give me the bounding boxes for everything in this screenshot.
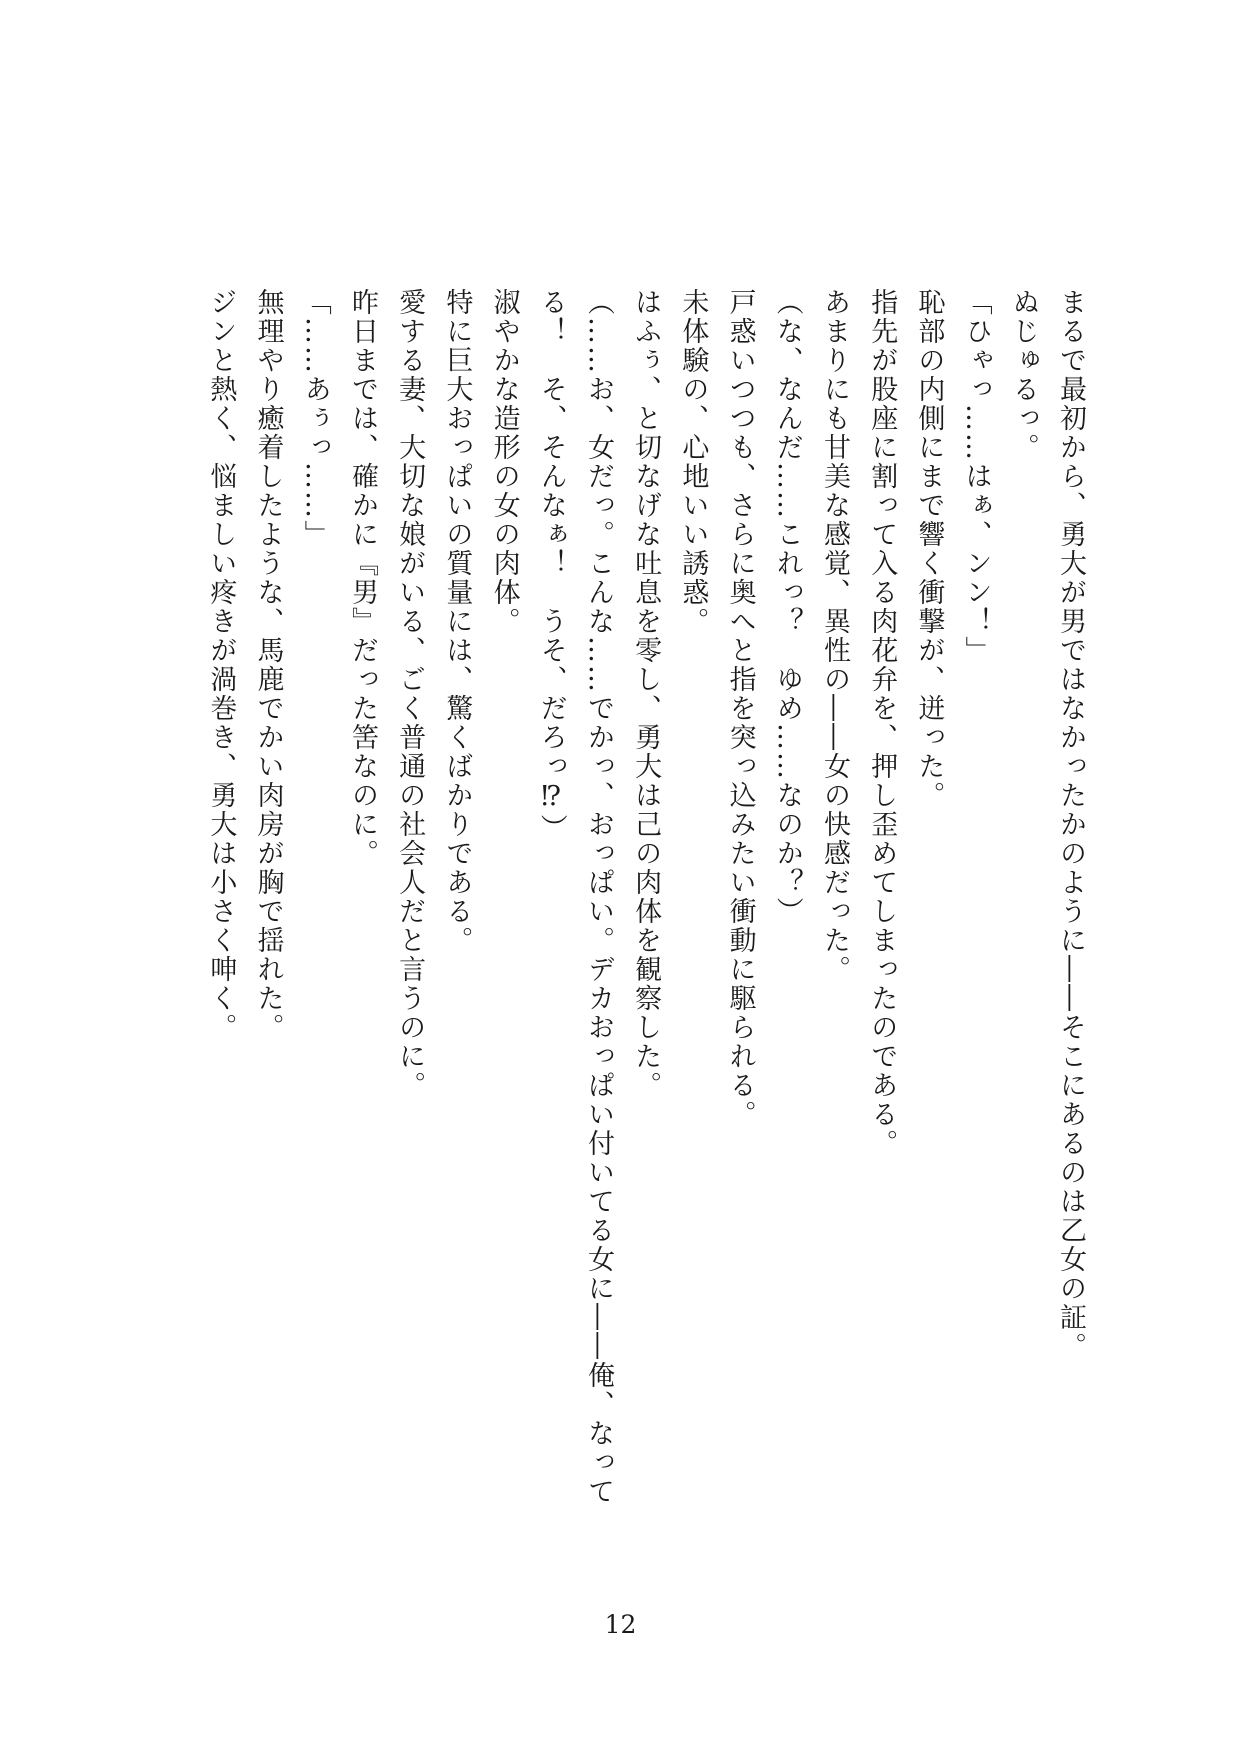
text-line: ジンと熱く、悩ましい疼きが渦巻き、勇大は小さく呻く。 [205, 288, 237, 1042]
text-line: 愛する妻、大切な娘がいる、ごく普通の社会人だと言うのに。 [394, 288, 426, 1100]
text-line: （な、なんだ……これっ？ ゆめ……なのか？） [771, 288, 803, 926]
text-line: ぬじゅるっ。 [1007, 288, 1039, 462]
text-line: 特に巨大おっぱいの質量には、驚くばかりである。 [441, 288, 473, 955]
text-line: （……お、女だっ。こんな……でかっ、おっぱい。デカおっぱい付いてる女に――俺、なってる！ そ、そんなぁ！ うそ、だろっ⁉） [535, 288, 614, 1506]
vertical-text-body [150, 288, 1094, 1533]
text-line: 戸惑いつつも、さらに奥へと指を突っ込みたい衝動に駆られる。 [724, 288, 756, 1129]
text-line: あまりにも甘美な感覚、異性の――女の快感だった。 [818, 288, 850, 984]
text-line: 「ひゃっ……はぁ、ンン！」 [960, 288, 992, 665]
text-line: はふぅ、と切なげな吐息を零し、勇大は己の肉体を観察した。 [630, 288, 662, 1100]
text-line: 昨日までは、確かに『男』だった筈なのに。 [346, 288, 378, 868]
text-line: まるで最初から、勇大が男ではなかったかのように――そこにあるのは乙女の証。 [1055, 288, 1086, 1361]
page-number: 12 [604, 1610, 637, 1639]
text-line: 指先が股座に割って入る肉花弁を、押し歪めてしまったのである。 [866, 288, 898, 1158]
text-line: 「……あぅっ……」 [299, 288, 331, 549]
text-line: 無理やり癒着したような、馬鹿でかい肉房が胸で揺れた。 [252, 288, 284, 1042]
text-line: 淑やかな造形の女の肉体。 [488, 288, 520, 636]
text-line: 未体験の、心地いい誘惑。 [677, 288, 709, 636]
text-line: 恥部の内側にまで響く衝撃が、迸った。 [913, 288, 945, 810]
